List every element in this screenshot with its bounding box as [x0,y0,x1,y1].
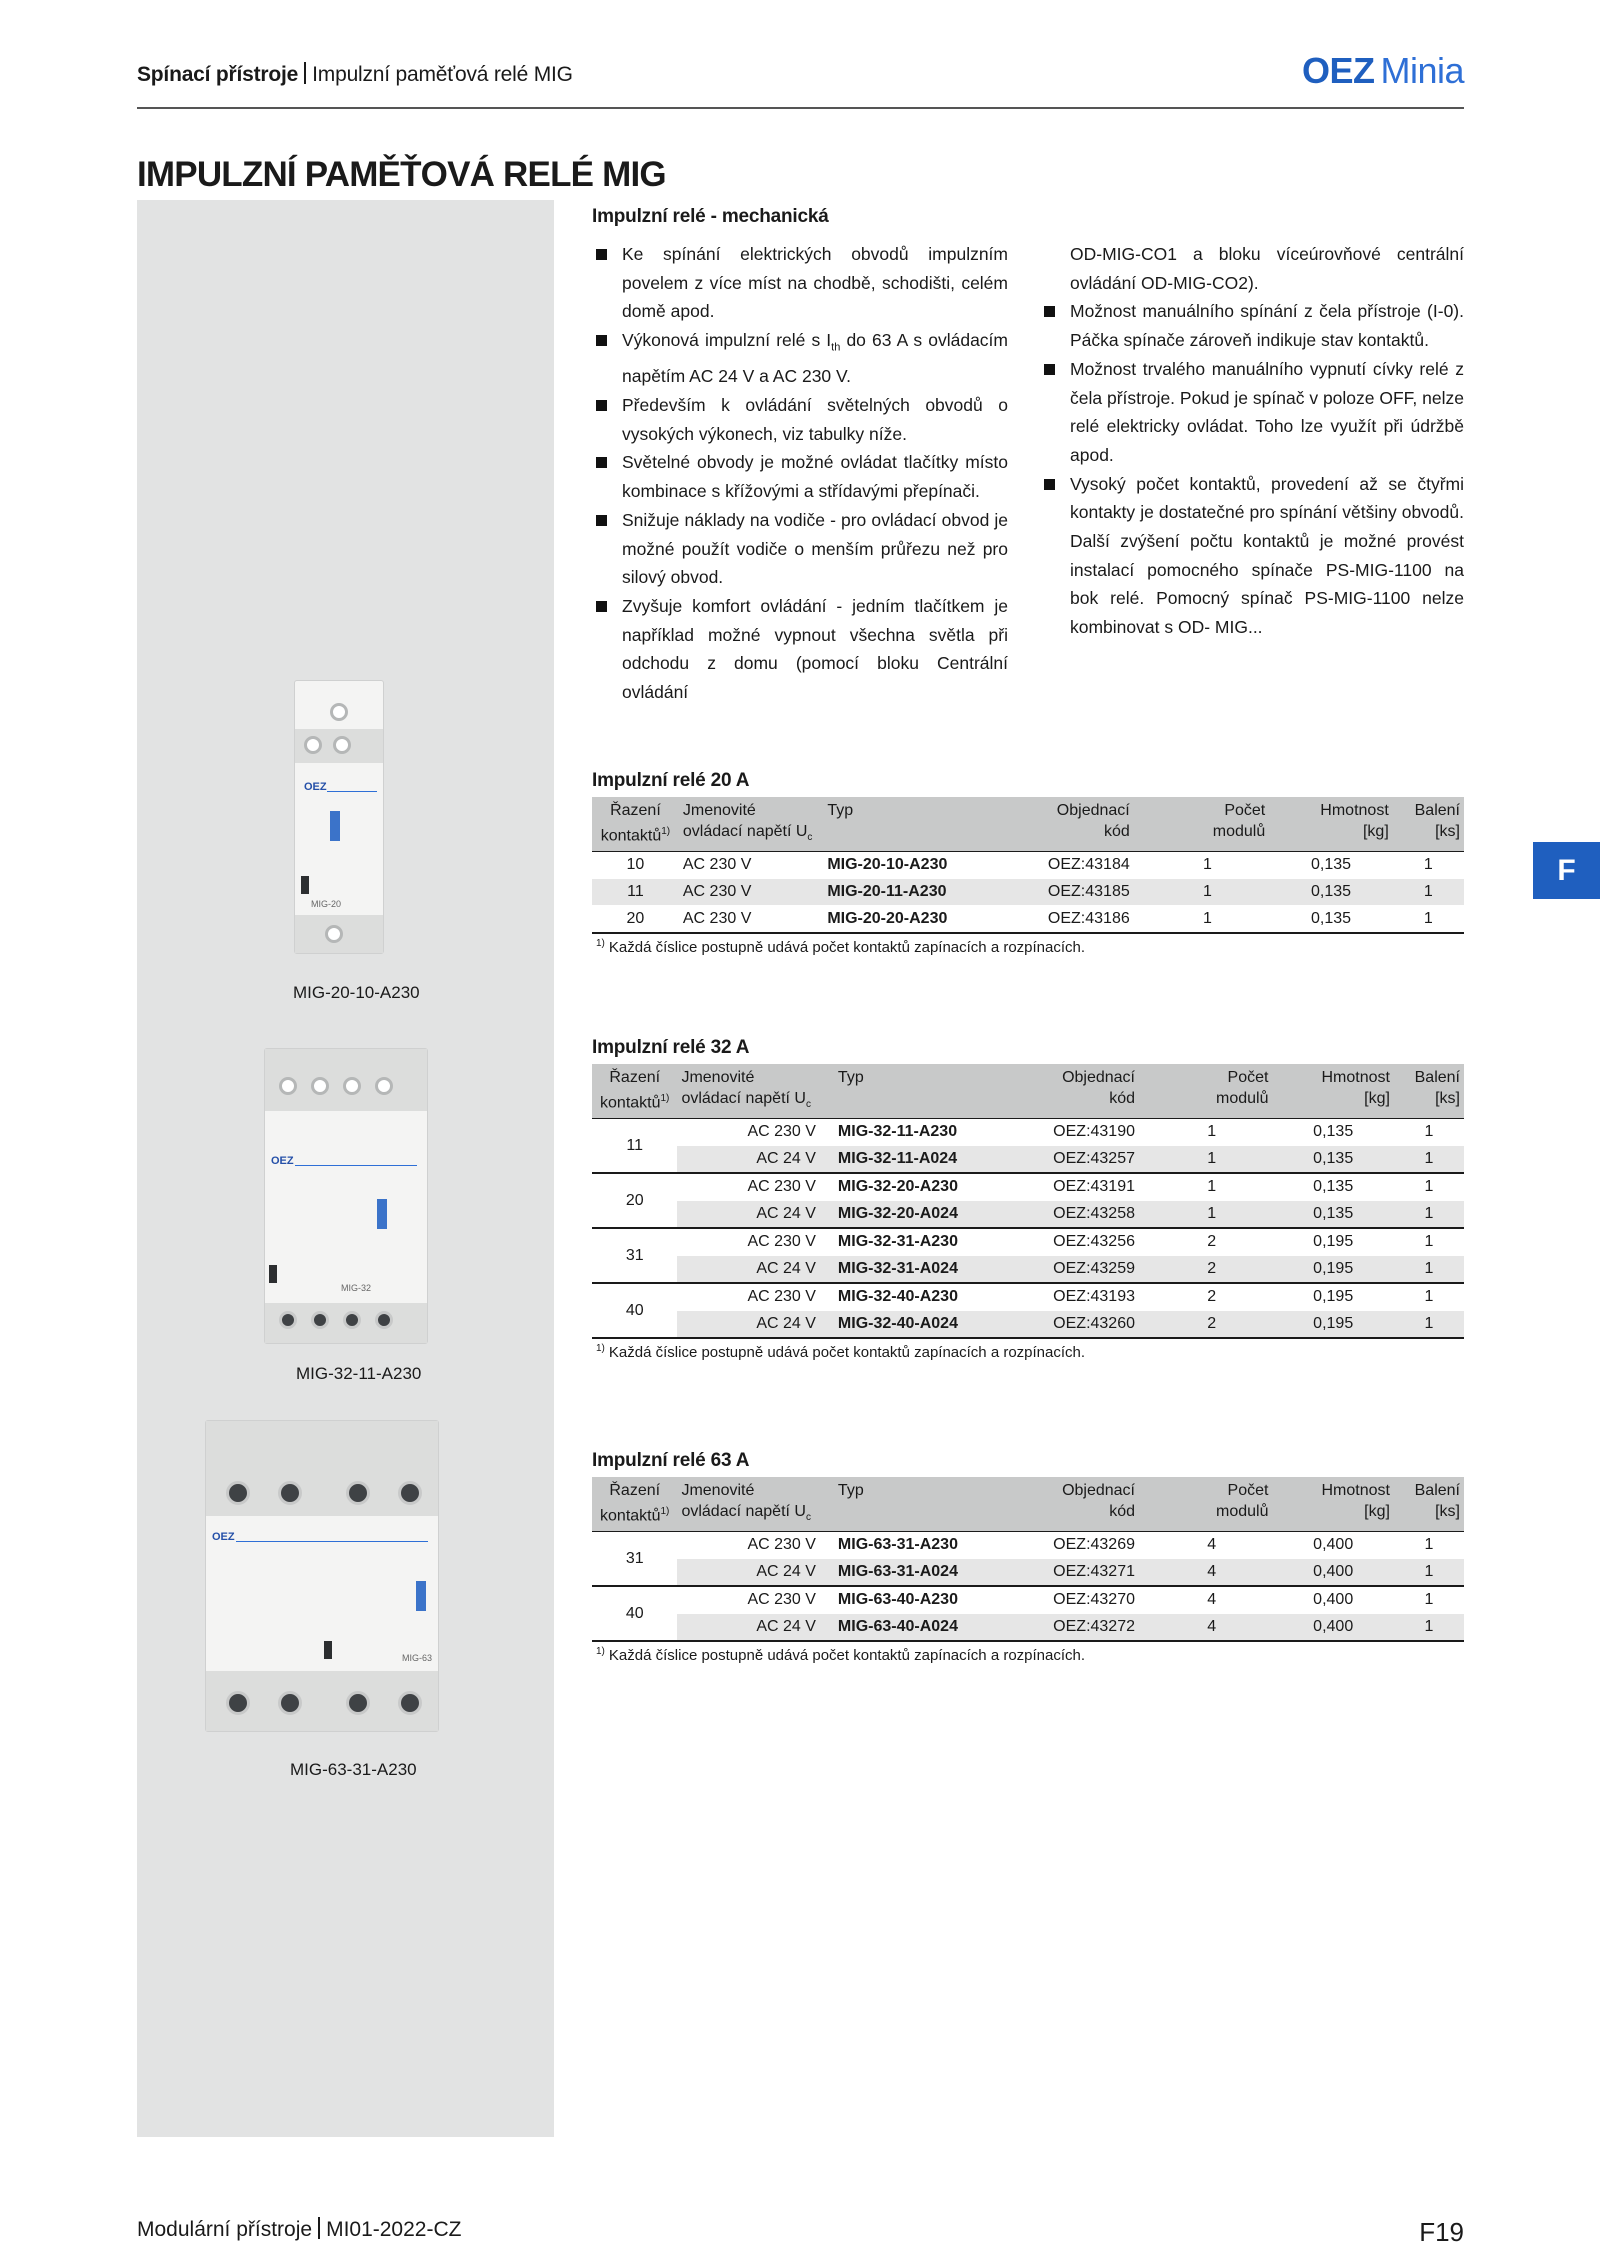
column-header: Objednací kód [1007,1477,1151,1532]
terminal-screw-icon [343,1311,361,1329]
footer-catalog [137,2217,461,2242]
cell-modules: 1 [1151,1173,1272,1201]
cell-modules: 1 [1146,879,1270,906]
cell-modules: 4 [1151,1559,1272,1587]
cell-type: MIG-32-11-A230 [834,1119,1007,1146]
feature-item: Především k ovládání světelných obvodů o vysokých výkonech, viz tabulky níže. [592,391,1008,448]
cell-order-code: OEZ:43256 [1007,1228,1151,1256]
cell-type: MIG-63-40-A024 [834,1614,1007,1642]
cell-type: MIG-32-20-A024 [834,1201,1007,1229]
column-header: Jmenovité ovládací napětí $U_c$ [679,797,823,852]
cell-order-code: OEZ:43271 [1007,1559,1151,1587]
bullet-square-icon [596,457,607,468]
cell-modules: 2 [1151,1283,1272,1311]
spec-table [592,1477,1464,1642]
cell-weight: 0,195 [1272,1256,1393,1284]
figure-caption: MIG-20-10-A230 [293,983,420,1002]
device-brand-line [236,1541,428,1542]
footer-edition: MI01-2022-CZ [326,2218,462,2241]
cell-packaging: 1 [1393,879,1464,906]
table-footnote: $^{1)}$ Každá číslice postupně udává počet kontaktů zapínacích a rozpínacích. [596,1646,1086,1664]
cell-packaging: 1 [1394,1559,1464,1587]
feature-item: Výkonová impulzní relé s $I_{th}$ do 63 A s ovládacím napětím AC 24 V a AC 230 V. [592,326,1008,391]
cell-voltage: AC 230 V [677,1228,833,1256]
cell-order-code: OEZ:43185 [999,879,1146,906]
device-logo: OEZ [271,1155,294,1167]
cell-packaging: 1 [1394,1311,1464,1339]
cell-packaging: 1 [1393,852,1464,879]
bullet-square-icon [596,515,607,526]
terminal-screw-icon [311,1311,329,1329]
cell-modules: 2 [1151,1228,1272,1256]
cell-voltage: AC 230 V [679,906,823,934]
bullet-square-icon [596,601,607,612]
cell-type: MIG-32-20-A230 [834,1173,1007,1201]
feature-list-col1 [592,240,1008,707]
feature-item: Možnost trvalého manuálního vypnutí cívky relé z čela přístroje. Pokud je spínač v poloze OFF, nelze relé elektricky ovládat. Toho lze využít při údržbě apod. [1040,355,1464,470]
cell-order-code: OEZ:43272 [1007,1614,1151,1642]
column-header: Balení [ks] [1394,1477,1464,1532]
device-brand-line [327,791,377,792]
cell-contact-arrangement: 31 [592,1228,677,1283]
feature-item-continuation: OD-MIG-CO1 a bloku víceúrovňové centrální ovládání OD-MIG-CO2). [1070,244,1464,293]
figure-caption: MIG-32-11-A230 [296,1364,422,1383]
table-heading: Impulzní relé 63 A [592,1450,750,1471]
feature-item: Světelné obvody je možné ovládat tlačítky místo kombinace s křížovými a střídavými přepínači. [592,448,1008,505]
product-image-mig-32 [264,1048,428,1344]
cell-modules: 1 [1151,1119,1272,1146]
cell-type: MIG-63-31-A024 [834,1559,1007,1587]
cell-weight: 0,135 [1269,879,1393,906]
cell-order-code: OEZ:43259 [1007,1256,1151,1284]
cell-order-code: OEZ:43184 [999,852,1146,879]
device-brand-line [295,1165,417,1166]
table-footnote: $^{1)}$ Každá číslice postupně udává počet kontaktů zapínacích a rozpínacích. [596,938,1086,956]
cell-voltage: AC 230 V [677,1586,833,1614]
bullet-square-icon [596,400,607,411]
cell-voltage: AC 24 V [677,1146,833,1174]
cell-modules: 1 [1151,1146,1272,1174]
feature-list-col2 [1040,240,1464,642]
column-header: Řazení kontaktů$^{1)}$ [592,1477,677,1532]
column-header: Typ [823,797,999,852]
cell-contact-arrangement: 20 [592,906,679,934]
cell-order-code: OEZ:43190 [1007,1119,1151,1146]
cell-type: MIG-32-40-A230 [834,1283,1007,1311]
cell-voltage: AC 230 V [679,879,823,906]
cell-weight: 0,400 [1272,1586,1393,1614]
device-logo: OEZ [304,781,327,793]
logo-product: Minia [1380,50,1464,91]
coil-indicator-icon [416,1581,426,1611]
cell-modules: 1 [1146,852,1270,879]
cell-packaging: 1 [1394,1146,1464,1174]
column-header: Hmotnost [kg] [1272,1477,1393,1532]
cell-contact-arrangement: 11 [592,1119,677,1174]
terminal-screw-icon [330,703,348,721]
column-header: Řazení kontaktů$^{1)}$ [592,1064,677,1119]
page-number: F19 [1419,2217,1464,2247]
cell-weight: 0,135 [1272,1201,1393,1229]
terminal-screw-icon [226,1481,250,1505]
feature-item: Zvyšuje komfort ovládání - jedním tlačítkem je například možné vypnout všechna světla při odchodu z domu (pomocí bloku Centrální ovládání [592,592,1008,707]
product-image-mig-63 [205,1420,439,1732]
bullet-square-icon [1044,479,1055,490]
table-row [592,879,1464,906]
column-header: Objednací kód [1007,1064,1151,1119]
section-tab-f[interactable]: F [1533,842,1600,899]
cell-order-code: OEZ:43258 [1007,1201,1151,1229]
coil-indicator-icon [330,811,340,841]
column-header: Počet modulů [1151,1064,1272,1119]
cell-modules: 4 [1151,1586,1272,1614]
cell-type: MIG-32-31-A230 [834,1228,1007,1256]
breadcrumb [137,62,573,87]
column-header: Řazení kontaktů$^{1)}$ [592,797,679,852]
cell-modules: 1 [1151,1201,1272,1229]
cell-modules: 2 [1151,1256,1272,1284]
cell-weight: 0,400 [1272,1559,1393,1587]
terminal-screw-icon [375,1077,393,1095]
column-header: Hmotnost [kg] [1269,797,1393,852]
table-row [592,852,1464,879]
bullet-square-icon [596,249,607,260]
table-header-row [592,1477,1464,1532]
cell-type: MIG-32-31-A024 [834,1256,1007,1284]
table-row [592,1228,1464,1256]
cell-packaging: 1 [1394,1119,1464,1146]
table-row [592,1283,1464,1311]
cell-modules: 4 [1151,1532,1272,1559]
breadcrumb-section: Spínací přístroje [137,63,299,86]
spec-table [592,1064,1464,1339]
table-row [592,1256,1464,1284]
terminal-screw-icon [333,736,351,754]
cell-voltage: AC 24 V [677,1201,833,1229]
cell-voltage: AC 230 V [677,1532,833,1559]
terminal-screw-icon [398,1691,422,1715]
cell-type: MIG-63-40-A230 [834,1586,1007,1614]
cell-voltage: AC 24 V [677,1614,833,1642]
terminal-screw-icon [226,1691,250,1715]
table-footnote: $^{1)}$ Každá číslice postupně udává počet kontaktů zapínacích a rozpínacích. [596,1343,1086,1361]
terminal-screw-icon [279,1311,297,1329]
terminal-screw-icon [346,1481,370,1505]
table-heading: Impulzní relé 20 A [592,770,750,791]
breadcrumb-separator [304,62,306,84]
cell-voltage: AC 24 V [677,1256,833,1284]
cell-contact-arrangement: 10 [592,852,679,879]
cell-order-code: OEZ:43191 [1007,1173,1151,1201]
cell-modules: 4 [1151,1614,1272,1642]
cell-weight: 0,135 [1272,1119,1393,1146]
cell-order-code: OEZ:43270 [1007,1586,1151,1614]
switch-lever-icon [269,1265,277,1283]
terminal-screw-icon [325,925,343,943]
cell-packaging: 1 [1394,1256,1464,1284]
column-header: Počet modulů [1151,1477,1272,1532]
terminal-screw-icon [279,1077,297,1095]
cell-weight: 0,135 [1272,1173,1393,1201]
column-header: Jmenovité ovládací napětí $U_c$ [677,1477,833,1532]
table-header-row [592,1064,1464,1119]
table-row [592,1201,1464,1229]
bullet-square-icon [596,335,607,346]
bullet-square-icon [1044,306,1055,317]
cell-packaging: 1 [1394,1283,1464,1311]
cell-order-code: OEZ:43260 [1007,1311,1151,1339]
terminal-screw-icon [278,1691,302,1715]
column-header: Objednací kód [999,797,1146,852]
cell-modules: 2 [1151,1311,1272,1339]
bullet-square-icon [1044,364,1055,375]
device-label: MIG-32 [341,1283,372,1293]
table-row [592,1119,1464,1146]
cell-weight: 0,195 [1272,1311,1393,1339]
device-logo: OEZ [212,1531,235,1543]
cell-type: MIG-20-20-A230 [823,906,999,934]
cell-order-code: OEZ:43269 [1007,1532,1151,1559]
column-header: Jmenovité ovládací napětí $U_c$ [677,1064,833,1119]
figure-caption: MIG-63-31-A230 [290,1760,417,1779]
feature-item: Vysoký počet kontaktů, provedení až se čtyřmi kontakty je dostatečné pro spínání většiny obvodů. Další zvýšení počtu kontaktů je možné provést instalací pomocného spínače PS-MIG-1100 na bok relé. Pomocný spínač PS-MIG-1100 nelze kombinovat s OD- MIG... [1040,470,1464,642]
cell-voltage: AC 230 V [677,1283,833,1311]
column-header: Balení [ks] [1394,1064,1464,1119]
intro-heading: Impulzní relé - mechanická [592,206,829,227]
feature-item: Ke spínání elektrických obvodů impulzním povelem z více míst na chodbě, schodišti, celém domě apod. [592,240,1008,326]
cell-contact-arrangement: 31 [592,1532,677,1587]
cell-voltage: AC 230 V [679,852,823,879]
cell-voltage: AC 230 V [677,1173,833,1201]
cell-type: MIG-20-10-A230 [823,852,999,879]
cell-weight: 0,195 [1272,1283,1393,1311]
switch-lever-icon [324,1641,332,1659]
table-row [592,906,1464,934]
cell-order-code: OEZ:43257 [1007,1146,1151,1174]
cell-type: MIG-32-40-A024 [834,1311,1007,1339]
column-header: Počet modulů [1146,797,1270,852]
cell-weight: 0,400 [1272,1614,1393,1642]
cell-packaging: 1 [1394,1586,1464,1614]
cell-type: MIG-32-11-A024 [834,1146,1007,1174]
table-row [592,1146,1464,1174]
terminal-screw-icon [398,1481,422,1505]
cell-packaging: 1 [1394,1532,1464,1559]
terminal-screw-icon [343,1077,361,1095]
cell-type: MIG-20-11-A230 [823,879,999,906]
spec-table [592,797,1464,934]
terminal-screw-icon [375,1311,393,1329]
cell-voltage: AC 230 V [677,1119,833,1146]
table-row [592,1173,1464,1201]
cell-voltage: AC 24 V [677,1311,833,1339]
table-row [592,1532,1464,1559]
switch-lever-icon [301,876,309,894]
product-image-mig-20 [294,680,384,954]
cell-contact-arrangement: 11 [592,879,679,906]
cell-weight: 0,135 [1269,852,1393,879]
feature-item: Možnost manuálního spínání z čela přístroje (I-0). Páčka spínače zároveň indikuje stav kontaktů. [1040,297,1464,354]
cell-packaging: 1 [1394,1201,1464,1229]
cell-weight: 0,400 [1272,1532,1393,1559]
cell-voltage: AC 24 V [677,1559,833,1587]
brand-logo [1302,50,1464,92]
cell-contact-arrangement: 40 [592,1586,677,1641]
cell-packaging: 1 [1394,1228,1464,1256]
cell-packaging: 1 [1394,1614,1464,1642]
table-row [592,1311,1464,1339]
logo-brand: OEZ [1301,50,1375,91]
table-row [592,1559,1464,1587]
terminal-screw-icon [346,1691,370,1715]
column-header: Typ [834,1064,1007,1119]
feature-item: Snižuje náklady na vodiče - pro ovládací obvod je možné použít vodiče o menším průřezu než pro silový obvod. [592,506,1008,592]
coil-indicator-icon [377,1199,387,1229]
table-row [592,1614,1464,1642]
cell-contact-arrangement: 40 [592,1283,677,1338]
device-label: MIG-63 [402,1653,433,1663]
terminal-screw-icon [311,1077,329,1095]
cell-packaging: 1 [1394,1173,1464,1201]
table-heading: Impulzní relé 32 A [592,1037,750,1058]
cell-order-code: OEZ:43193 [1007,1283,1151,1311]
footer-section: Modulární přístroje [137,2218,313,2241]
cell-weight: 0,135 [1269,906,1393,934]
terminal-screw-icon [278,1481,302,1505]
page-title: IMPULZNÍ PAMĚŤOVÁ RELÉ MIG [137,155,666,194]
terminal-screw-icon [304,736,322,754]
column-header: Balení [ks] [1393,797,1464,852]
cell-order-code: OEZ:43186 [999,906,1146,934]
table-row [592,1586,1464,1614]
header-rule [137,107,1464,109]
footer-separator [318,2217,320,2239]
cell-packaging: 1 [1393,906,1464,934]
breadcrumb-page: Impulzní paměťová relé MIG [312,63,573,86]
table-header-row [592,797,1464,852]
device-label: MIG-20 [311,899,342,909]
cell-type: MIG-63-31-A230 [834,1532,1007,1559]
column-header: Hmotnost [kg] [1272,1064,1393,1119]
cell-contact-arrangement: 20 [592,1173,677,1228]
column-header: Typ [834,1477,1007,1532]
cell-weight: 0,135 [1272,1146,1393,1174]
cell-weight: 0,195 [1272,1228,1393,1256]
cell-modules: 1 [1146,906,1270,934]
